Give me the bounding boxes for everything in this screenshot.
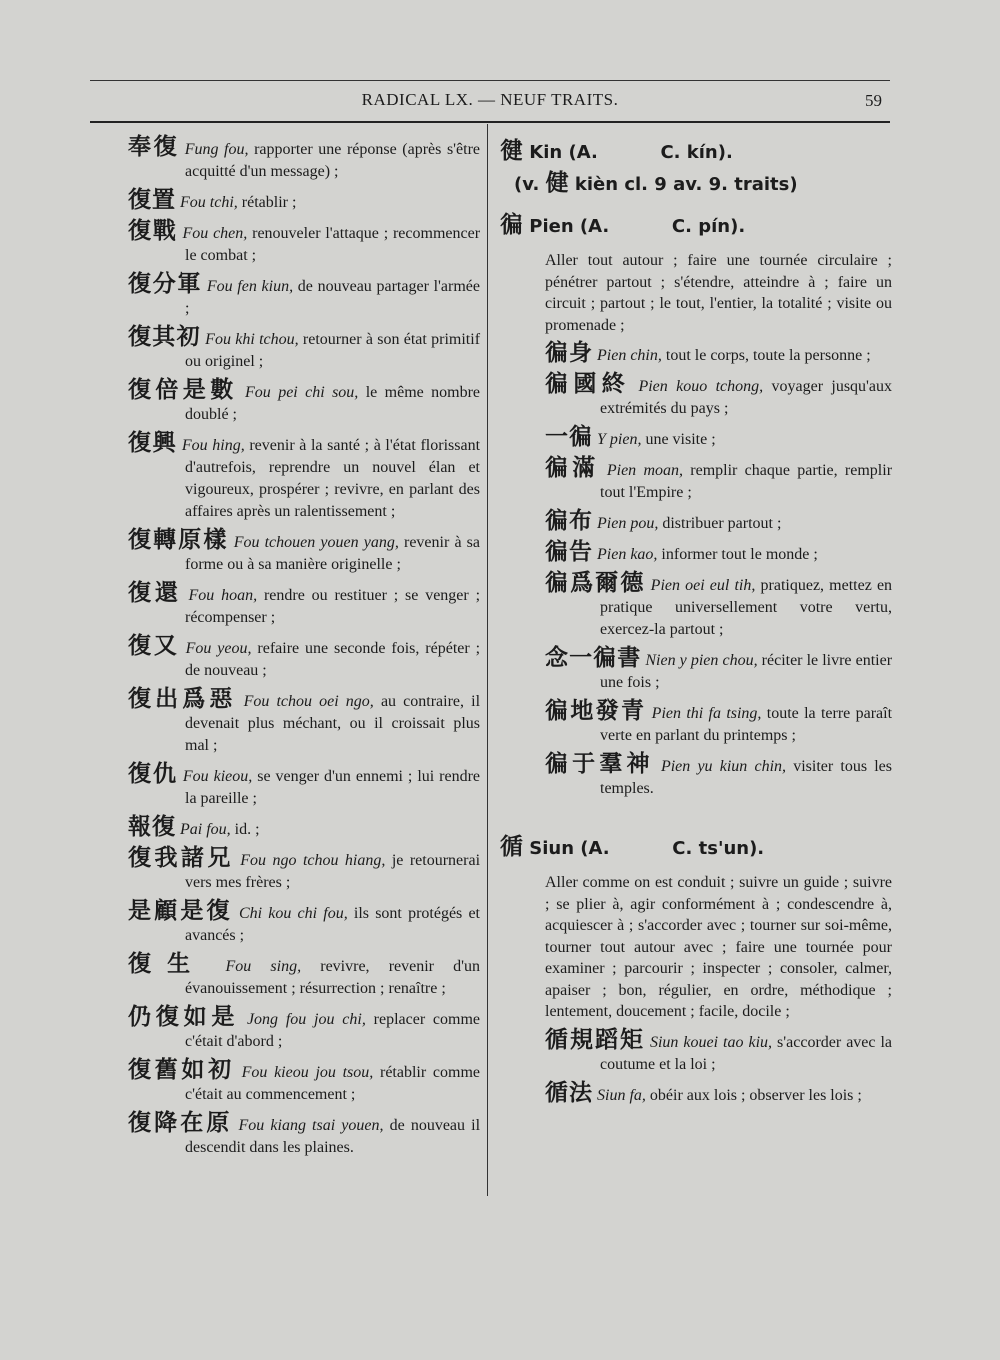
headword-char: 徤 bbox=[500, 138, 523, 164]
dictionary-entry bbox=[128, 953, 480, 1000]
dictionary-entry bbox=[128, 136, 480, 183]
entry-definition: je retournerai vers mes frères ; bbox=[185, 852, 481, 891]
sub-entry bbox=[500, 1079, 892, 1107]
cross-ref-char: 健 bbox=[545, 170, 569, 196]
entry-chinese: 徧身 bbox=[545, 340, 593, 366]
headword-line: Kin (A. C. kín). bbox=[529, 142, 733, 163]
entry-chinese: 徧國終 bbox=[545, 371, 631, 397]
dictionary-entry bbox=[128, 635, 480, 682]
entry-romanization: Pien oei eul tih, bbox=[650, 577, 756, 594]
entry-chinese: 奉復 bbox=[128, 134, 180, 160]
sub-entry bbox=[500, 373, 892, 420]
entry-romanization: Fou hing, bbox=[181, 437, 245, 454]
entry-romanization: Fou tchi, bbox=[180, 194, 238, 211]
entry-romanization: Pien yu kiun chin, bbox=[660, 758, 787, 775]
headword-line: Pien (A. C. pín). bbox=[529, 216, 746, 237]
header-rule bbox=[90, 121, 890, 123]
running-title: RADICAL LX. — NEUF TRAITS. bbox=[361, 90, 619, 109]
entry-definition: visiter tous les temples. bbox=[600, 758, 893, 797]
entry-chinese: 復還 bbox=[128, 580, 182, 606]
dictionary-entry bbox=[128, 847, 480, 894]
entry-chinese: 徧布 bbox=[545, 508, 593, 534]
sub-entry bbox=[500, 1026, 893, 1076]
sub-entry bbox=[500, 541, 892, 566]
cross-ref-prefix: (v. bbox=[514, 174, 540, 195]
entry-definition: rendre ou restituer ; se venger ; récompenser ; bbox=[185, 587, 481, 626]
entry-romanization: Siun fa, bbox=[597, 1086, 646, 1104]
entry-chinese: 徧地發青 bbox=[545, 698, 647, 724]
dictionary-entry bbox=[128, 273, 480, 320]
entry-definition: tout le corps, toute la personne ; bbox=[665, 347, 871, 364]
entry-definition: s'accorder avec la coutume et la loi ; bbox=[600, 1033, 893, 1073]
entry-romanization: Nien y pien chou, bbox=[645, 652, 758, 669]
dictionary-entry bbox=[128, 529, 480, 576]
entry-definition: se venger d'un ennemi ; lui rendre la pareille ; bbox=[185, 768, 481, 807]
entry-definition: de nouveau il descendit dans les plaines. bbox=[185, 1117, 481, 1156]
dictionary-entry bbox=[128, 1006, 480, 1053]
entry-definition: revivre, revenir d'un évanouissement ; résurrection ; renaître ; bbox=[185, 958, 481, 997]
entry-chinese: 復出爲惡 bbox=[128, 686, 237, 712]
sub-entry bbox=[500, 700, 892, 747]
entry-chinese: 一徧 bbox=[545, 424, 593, 450]
entry-chinese: 復其初 bbox=[128, 324, 201, 350]
dictionary-entry bbox=[128, 379, 480, 426]
entry-romanization: Fou yeou, bbox=[185, 640, 252, 657]
sub-entry bbox=[500, 342, 892, 367]
headword-line: Siun (A. C. ts'un). bbox=[529, 838, 765, 859]
entry-chinese: 復降在原 bbox=[128, 1110, 233, 1136]
entry-chinese: 復我諸兄 bbox=[128, 845, 234, 871]
entry-definition: toute la terre paraît verte en parlant du printemps ; bbox=[600, 705, 893, 744]
entry-definition: voyager jusqu'aux extrémités du pays ; bbox=[600, 378, 893, 417]
entry-chinese: 復興 bbox=[128, 430, 178, 456]
entry-romanization: Fou fen kiun, bbox=[206, 278, 294, 295]
entry-definition: rapporter une réponse (après s'être acquitté d'un message) ; bbox=[185, 141, 481, 180]
dictionary-entry bbox=[128, 220, 480, 267]
entry-chinese: 復倍是數 bbox=[128, 377, 238, 403]
entry-definition: rétablir comme c'était au commencement ; bbox=[185, 1064, 481, 1103]
entry-romanization: Fou khi tchou, bbox=[205, 331, 299, 348]
sub-entry bbox=[500, 457, 892, 504]
entry-chinese: 復置 bbox=[128, 187, 176, 213]
entry-definition: obéir aux lois ; observer les lois ; bbox=[649, 1086, 862, 1104]
entry-chinese: 復舊如初 bbox=[128, 1057, 235, 1083]
entry-definition: pratiquez, mettez en pratique universellement votre vertu, exercez-la partout ; bbox=[600, 577, 893, 638]
entry-definition: réciter le livre entier une fois ; bbox=[600, 652, 893, 691]
entry-chinese: 徧于羣神 bbox=[545, 751, 654, 777]
entry-chinese: 循法 bbox=[545, 1079, 593, 1106]
entry-chinese: 徧告 bbox=[545, 539, 593, 565]
entry-definition: une visite ; bbox=[645, 431, 716, 448]
sub-entry bbox=[500, 426, 892, 451]
entry-romanization: Fou sing, bbox=[225, 958, 302, 975]
entry-romanization: Fou ngo tchou hiang, bbox=[240, 852, 386, 869]
entry-definition: distribuer partout ; bbox=[662, 515, 782, 532]
sub-entry bbox=[500, 572, 892, 641]
entry-chinese: 仍復如是 bbox=[128, 1004, 240, 1030]
column-divider bbox=[487, 124, 488, 1196]
entry-definition: renouveler l'attaque ; recommencer le combat ; bbox=[185, 225, 481, 264]
entry-definition: ils sont protégés et avancés ; bbox=[185, 905, 481, 944]
headword-definition: Aller comme on est conduit ; suivre un guide ; suivre ; se plier à, agir conformément à ; condescendre à, acquiescer à ; s'accorder avec ; tourner sur soi-même, tourner tout autour avec ; faire une tournée pour examiner ; parcourir ; inspecter ; consoler, calmer, apaiser ; bon, régulier, en ordre, méthodique ; lentement, doucement ; facile, docile ; bbox=[545, 874, 892, 1020]
entry-chinese: 徧滿 bbox=[545, 455, 600, 481]
entry-romanization: Pien thi fa tsing, bbox=[651, 705, 762, 722]
entry-definition: refaire une seconde fois, répéter ; de nouveau ; bbox=[185, 640, 481, 679]
cross-ref-text: kièn cl. 9 av. 9. traits) bbox=[574, 174, 798, 195]
dictionary-entry bbox=[128, 1112, 480, 1159]
headword-definition: Aller tout autour ; faire une tournée circulaire ; pénétrer partout ; s'étendre, atteindre à ; faire un circuit ; partout ; le tout, l'entier, la totalité ; visite ou promenade ; bbox=[545, 252, 892, 334]
entry-definition: le même nombre doublé ; bbox=[185, 384, 481, 423]
entry-romanization: Chi kou chi fou, bbox=[238, 905, 348, 922]
entry-romanization: Fou kiang tsai youen, bbox=[238, 1117, 384, 1134]
entry-romanization: Pien pou, bbox=[597, 515, 659, 532]
entry-romanization: Siun kouei tao kiu, bbox=[649, 1033, 773, 1051]
entry-chinese: 復又 bbox=[128, 633, 180, 659]
dictionary-entry bbox=[128, 189, 480, 214]
entry-romanization: Fou pei chi sou, bbox=[245, 384, 359, 401]
entry-definition: revenir à la santé ; à l'état florissant d'autrefois, reprendre un nouvel élan et vigoureux, prospérer ; revivre, en parlant des affaires après un ralentissement ; bbox=[185, 437, 481, 520]
entry-romanization: Fou kieou, bbox=[182, 768, 253, 785]
entry-chinese: 報復 bbox=[128, 814, 176, 840]
entry-definition: informer tout le monde ; bbox=[661, 546, 818, 563]
dictionary-entry bbox=[128, 900, 480, 947]
entry-chinese: 復仇 bbox=[128, 761, 178, 787]
entry-romanization: Fou hoan, bbox=[188, 587, 258, 604]
entry-romanization: Fou tchouen youen yang, bbox=[233, 534, 399, 551]
page-number: 59 bbox=[865, 91, 882, 110]
entry-definition: au contraire, il devenait plus méchant, ou il croissait plus mal ; bbox=[185, 693, 481, 754]
entry-romanization: Y pien, bbox=[597, 431, 642, 448]
headword-pien bbox=[500, 210, 892, 242]
left-column bbox=[128, 136, 480, 1165]
top-rule bbox=[90, 80, 890, 81]
entry-chinese: 念一徧書 bbox=[545, 645, 642, 671]
entry-chinese: 徧爲爾德 bbox=[545, 570, 646, 596]
entry-chinese: 循規蹈矩 bbox=[545, 1026, 645, 1053]
sub-entry bbox=[500, 647, 892, 694]
entry-romanization: Pien kouo tchong, bbox=[638, 378, 764, 395]
entry-romanization: Fung fou, bbox=[184, 141, 249, 158]
headword-siun bbox=[500, 832, 892, 864]
dictionary-entry bbox=[128, 582, 480, 629]
entry-definition: rétablir ; bbox=[241, 194, 297, 211]
entry-chinese: 復生 bbox=[128, 951, 207, 977]
dictionary-entry bbox=[128, 1059, 480, 1106]
entry-definition: retourner à son état primitif ou originel ; bbox=[185, 331, 481, 370]
entry-romanization: Pien chin, bbox=[597, 347, 662, 364]
dictionary-entry bbox=[128, 326, 480, 373]
entry-romanization: Fou chen, bbox=[182, 225, 248, 242]
entry-definition: id. ; bbox=[234, 821, 260, 838]
sub-entry bbox=[500, 510, 892, 535]
right-column bbox=[500, 136, 892, 1113]
sub-entry bbox=[500, 753, 892, 800]
entry-chinese: 復分軍 bbox=[128, 271, 203, 297]
dictionary-entry bbox=[128, 763, 480, 810]
entry-definition: de nouveau partager l'armée ; bbox=[185, 278, 481, 317]
headword-char: 循 bbox=[500, 834, 523, 860]
entry-chinese: 是顧是復 bbox=[128, 898, 233, 924]
entry-romanization: Fou kieou jou tsou, bbox=[241, 1064, 374, 1081]
entry-romanization: Pien kao, bbox=[597, 546, 658, 563]
headword-kin bbox=[500, 136, 892, 200]
entry-definition: remplir chaque partie, remplir tout l'Empire ; bbox=[600, 462, 893, 501]
entry-definition: replacer comme c'était d'abord ; bbox=[185, 1011, 481, 1050]
headword-char: 徧 bbox=[500, 212, 523, 238]
entry-romanization: Pien moan, bbox=[606, 462, 683, 479]
dictionary-entry bbox=[128, 816, 480, 841]
dictionary-entry bbox=[128, 688, 480, 757]
entry-romanization: Jong fou jou chi, bbox=[246, 1011, 366, 1028]
dictionary-entry bbox=[128, 432, 480, 523]
entry-romanization: Fou tchou oei ngo, bbox=[243, 693, 374, 710]
entry-chinese: 復轉原樣 bbox=[128, 527, 229, 553]
entry-chinese: 復戰 bbox=[128, 218, 178, 244]
entry-romanization: Pai fou, bbox=[180, 821, 231, 838]
entry-definition: revenir à sa forme ou à sa manière originelle ; bbox=[185, 534, 481, 573]
